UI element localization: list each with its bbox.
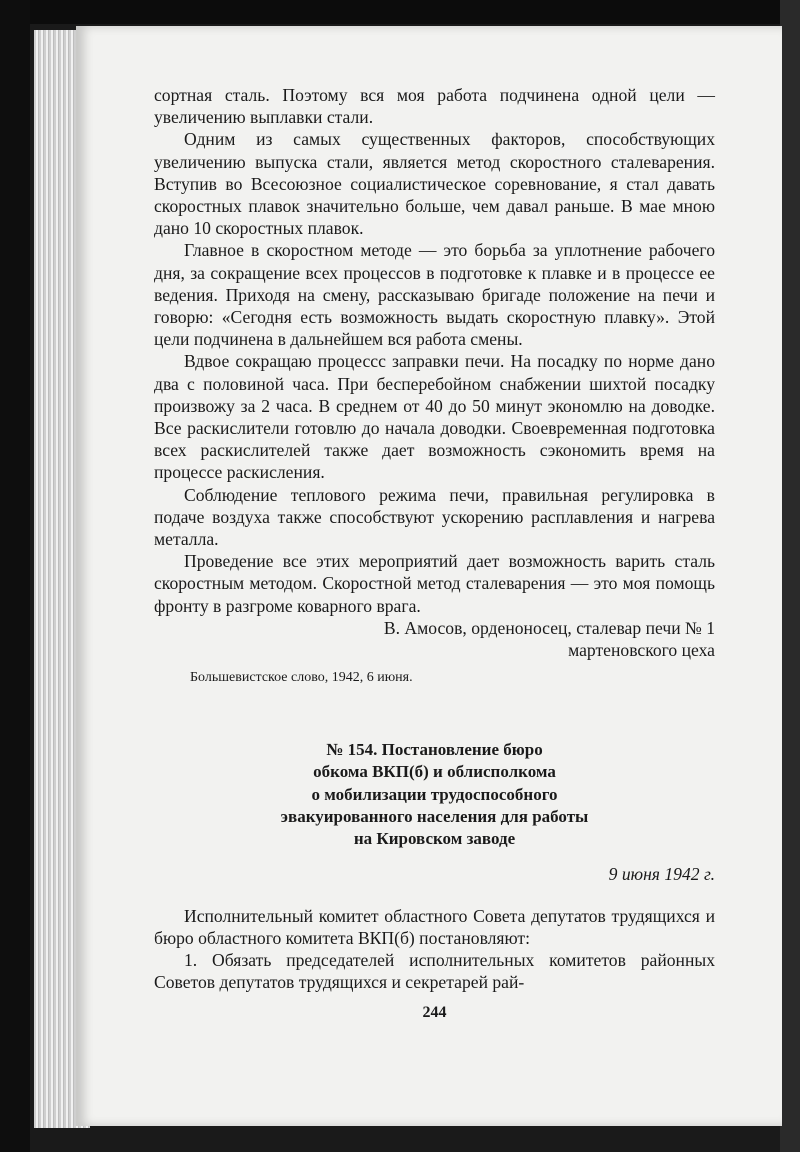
heading-line: на Кировском заводе <box>353 829 516 849</box>
signature-block <box>154 617 715 662</box>
scan-border-top <box>0 0 800 24</box>
heading-line: эвакуированного населения для работы <box>280 806 589 826</box>
page-content <box>154 84 715 1022</box>
paragraph: Исполнительный комитет областного Совета депутатов трудящихся и бюро областного комитета ВКП(б) постановляют: <box>154 905 715 948</box>
signature-line: мартеновского цеха <box>568 640 715 661</box>
paragraph: сортная сталь. Поэтому вся моя работа подчинена одной цели — увеличению выплавки стали. <box>154 85 715 128</box>
document-heading <box>154 739 715 851</box>
signature-line: В. Амосов, орденоносец, сталевар печи № 1 <box>383 617 715 638</box>
heading-line: о мобилизации трудоспособного <box>311 784 558 804</box>
heading-line: обкома ВКП(б) и облисполкома <box>313 762 556 782</box>
scan-border-right <box>780 0 800 1152</box>
document-date: 9 июня 1942 г. <box>608 863 715 884</box>
page-number: 244 <box>422 1003 447 1021</box>
paragraph: Одним из самых существенных факторов, способствующих увеличению выпуска стали, является метод скоростного сталеварения. Вступив во Всесоюзное социалистическое соревнование, я стал давать скоростных плавок значительно больше, чем давал раньше. В мае мною дано 10 скоростных плавок. <box>154 129 715 239</box>
paragraph: Проведение все этих мероприятий дает возможность варить сталь скоростным методом. Скоростной метод сталеварения — это моя помощь фронту в разгроме коварного врага. <box>154 551 715 616</box>
paragraph: Вдвое сокращаю процессс заправки печи. На посадку по норме дано два с половиной часа. При бесперебойном снабжении шихтой посадку произвожу за 2 часа. В среднем от 40 до 50 минут экономлю на доводке. Все раскислители готовлю до начала доводки. Своевременная подготовка всех раскислителей также дает возможность сэкономить время на процессе раскисления. <box>154 351 715 483</box>
scan-border-left <box>0 0 30 1152</box>
heading-line: № 154. Постановление бюро <box>326 739 543 759</box>
source-citation: Большевистское слово, 1942, 6 июня. <box>190 669 413 685</box>
book-page <box>76 26 782 1126</box>
paragraph: Главное в скоростном методе — это борьба за уплотнение рабочего дня, за сокращение всех процессов в подготовке к плавке и в процессе ее ведения. Приходя на смену, рассказываю бригаде положение на печи и говорю: «Сегодня есть возможность выдать скоростную плавку». Этой цели подчинена в дальнейшем вся работа смены. <box>154 240 715 350</box>
paragraph: Соблюдение теплового режима печи, правильная регулировка в подаче воздуха также способствуют ускорению расплавления и нагрева металла. <box>154 484 715 550</box>
paragraph: 1. Обязать председателей исполнительных комитетов районных Советов депутатов трудящихся и секретарей рай- <box>154 950 715 993</box>
